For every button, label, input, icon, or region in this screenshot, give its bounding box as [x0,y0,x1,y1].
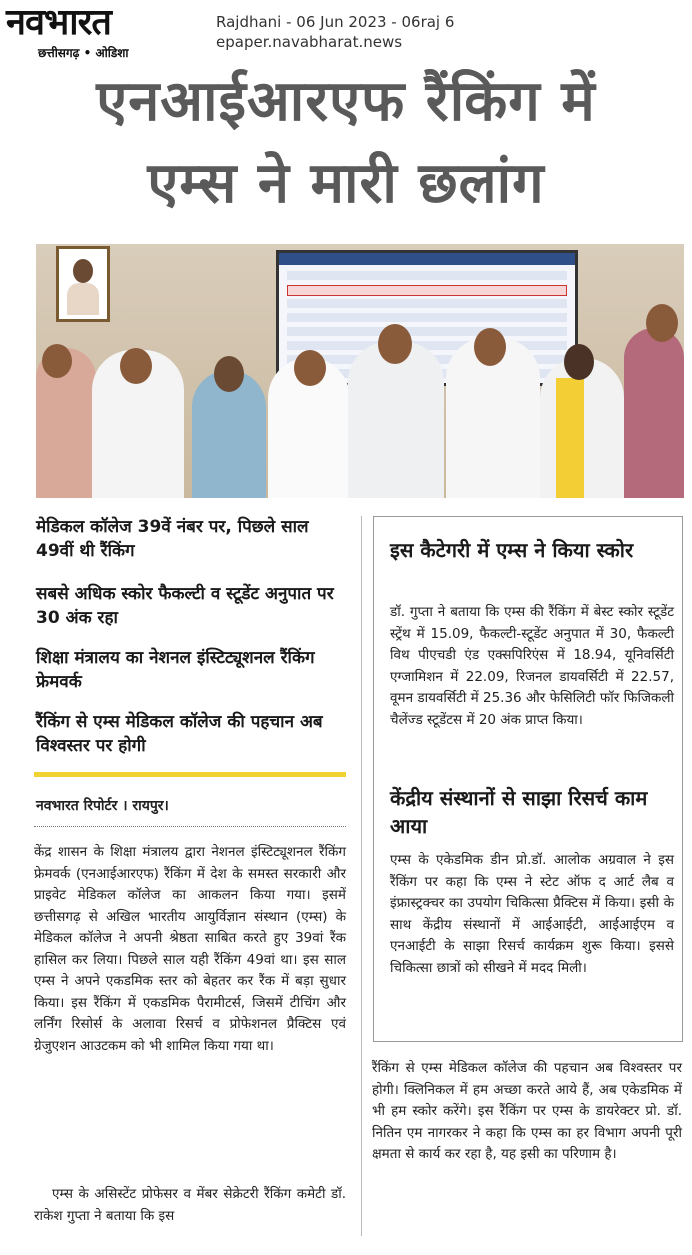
masthead-logo [0,0,200,64]
yellow-divider [34,772,346,777]
subhead-1: मेडिकल कॉलेज 39वें नंबर पर, पिछले साल 49वीं थी रैंकिंग [36,517,309,561]
logo-editions: छत्तीसगढ़ • ओडिशा [38,46,129,60]
byline: नवभारत रिपोर्टर । रायपुर। [36,798,169,814]
box-text-2: एम्स के एकेडमिक डीन प्रो.डॉ. आलोक अग्रवाल ने इस रैंकिंग पर कहा कि एम्स ने स्टेट ऑफ द आर्ट लैब व इंफ्रास्ट्रक्चर का उपयोग चिकित्सा प्रैक्टिस में किया। इसी के साथ केंद्रीय संस्थानों में आईआईटी, आईआईएम व एनआईटी के साझा रिसर्च कार्यक्रम शुरू किया। इससे चिकित्सा छात्रों को सीखने में मदद मिली। [390,852,674,976]
body-para-3: रैंकिंग से एम्स मेडिकल कॉलेज की पहचान अब विश्वस्तर पर होगी। क्लिनिकल में हम अच्छा करते आये हैं, अब एकेडमिक में भी हम स्कोर करेंगे। इस रैंकिंग पर एम्स के डायरेक्टर प्रो. डॉ. नितिन एम नागरकर ने कहा कि एम्स का हर विभाग अपनी पूरी क्षमता से कार्य कर रहा है, यह इसी का परिणाम है। [372,1060,682,1162]
body-para-2: एम्स के असिस्टेंट प्रोफेसर व मेंबर सेक्रेटरी रैंकिंग कमेटी डॉ. राकेश गुप्ता ने बताया कि इस [34,1186,346,1224]
site-url: epaper.navabharat.news [216,33,403,51]
subhead-3: शिक्षा मंत्रालय का नेशनल इंस्टिट्यूशनल रैंकिंग फ्रेमवर्क [36,648,315,692]
logo-text: नवभारत [6,1,111,43]
headline-line-1: एनआईआरएफ रैंकिंग में [96,69,596,134]
box-heading-1: इस कैटेगरी में एम्स ने किया स्कोर [390,538,634,562]
column-divider [361,516,362,1236]
news-photo [36,244,684,498]
subhead-4: रैंकिंग से एम्स मेडिकल कॉलेज की पहचान अब विश्वस्तर पर होगी [36,712,323,756]
box-text-1: डॉ. गुप्ता ने बताया कि एम्स की रैंकिंग में बेस्ट स्कोर स्टूडेंट स्ट्रेंथ में 15.09, फैकल्टी-स्टूडेंट अनुपात में 30, फैकल्टी विथ पीएचडी एंड एक्सपिरिएंस में 18.94, यूनिवर्सिटी एग्जामिशन में 22.09, रिजनल डायवर्सिटी में 22.57, वूमन डायवर्सिटी में 25.36 और फेसिलिटी फॉर फिजिकली चैलेंज्ड स्टूडेंटस में 20 अंक प्राप्त किया। [390,604,674,728]
byline-rule [34,826,346,827]
box-heading-2: केंद्रीय संस्थानों से साझा रिसर्च काम आया [390,786,648,838]
portrait-frame [56,246,110,322]
subhead-2: सबसे अधिक स्कोर फैकल्टी व स्टूडेंट अनुपात पर 30 अंक रहा [36,584,334,628]
headline-line-2: एम्स ने मारी छलांग [147,151,545,216]
body-para-1: केंद्र शासन के शिक्षा मंत्रालय द्वारा नेशनल इंस्टिट्यूशनल रैंकिंग फ्रेमवर्क (एनआईआरएफ) रैंकिंग में देश के समस्त सरकारी और प्राइवेट मेडिकल कॉलेज का आकलन किया गया। इसमें छत्तीसगढ़ से अखिल भारतीय आयुर्विज्ञान संस्थान (एम्स) के मेडिकल कॉलेज ने अपनी श्रेष्ठता साबित करते हुए 39वां रैंक हासिल कर लिया। पिछले साल यही रैंकिंग 49वां था। इस साल एम्स ने अपने एकडमिक स्तर को बेहतर कर रैंक में बड़ा सुधार किया। इस रैंकिंग में एकडमिक पैरामीटर्स, जिसमें टीचिंग और लर्निंग रिसोर्स के अलावा रिसर्च व प्रोफेशनल प्रैक्टिस एवं ग्रेजुएशन आउटकम को भी शामिल किया गया था। [34,844,346,1054]
date-line: Rajdhani - 06 Jun 2023 - 06raj 6 [216,13,455,31]
